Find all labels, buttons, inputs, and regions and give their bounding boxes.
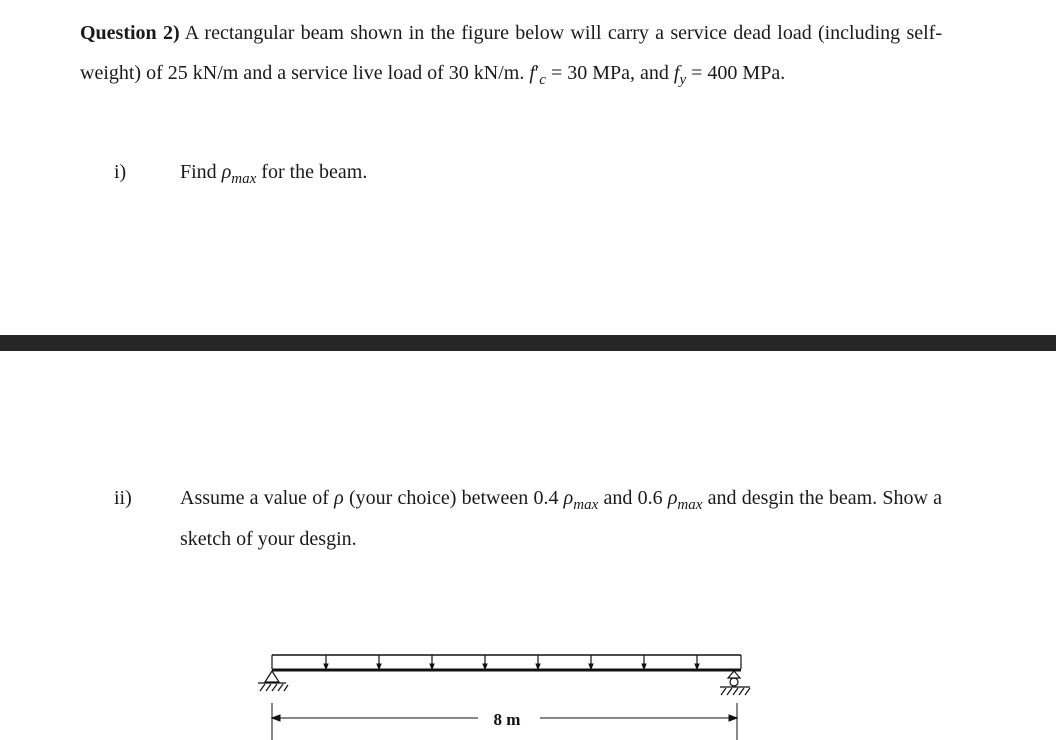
part-ii-number: ii) xyxy=(114,487,132,509)
part-ii-text4: and desgin the beam. Show a sketch of your desgin. xyxy=(180,487,943,550)
rho-symbol: ρ xyxy=(563,487,574,509)
load-arrow-head xyxy=(324,664,328,669)
load-arrow-head xyxy=(377,664,381,669)
part-ii-text3: and 0.6 xyxy=(603,487,663,509)
question-label: Question 2) xyxy=(80,22,180,44)
fc-subscript: c xyxy=(539,71,546,88)
load-arrow-head xyxy=(430,664,434,669)
dimension-arrow-left xyxy=(272,715,280,721)
pin-support xyxy=(258,671,288,691)
load-arrow-head xyxy=(483,664,487,669)
load-arrow-head xyxy=(589,664,593,669)
dimension-arrow-right xyxy=(729,715,737,721)
fy-subscript: y xyxy=(679,71,687,88)
part-i-before: Find xyxy=(180,161,217,183)
question-paragraph xyxy=(80,14,942,95)
load-arrow-head xyxy=(642,664,646,669)
part-ii-text xyxy=(180,479,942,559)
fc-symbol: f xyxy=(529,61,535,84)
question-intro: A rectangular beam shown in the figure below will carry a service dead load (including self-weight) of 25 kN/m and a service live load of 30 kN/m. xyxy=(80,22,942,84)
rho-max-subscript: max xyxy=(231,171,257,187)
roller-support xyxy=(720,671,750,695)
part-ii-text2: (your choice) between 0.4 xyxy=(349,487,559,509)
load-arrow-head xyxy=(536,664,540,669)
distributed-load xyxy=(272,655,741,669)
part-i-after: for the beam. xyxy=(261,161,368,183)
rho-max-subscript: max xyxy=(677,497,703,513)
part-ii-text1: Assume a value of xyxy=(180,487,329,509)
fc-prime: ′ xyxy=(534,61,540,84)
rho-symbol: ρ xyxy=(667,487,678,509)
fy-symbol: f xyxy=(673,61,680,84)
part-i-number: i) xyxy=(114,161,127,183)
part-i-text xyxy=(180,153,942,194)
page-divider-band xyxy=(0,335,1056,351)
fc-value: = 30 MPa, and xyxy=(550,61,669,84)
fy-equals: = xyxy=(691,61,703,84)
rho-max-subscript: max xyxy=(573,497,599,513)
beam-figure xyxy=(250,645,770,740)
rho-symbol: ρ xyxy=(334,487,344,509)
rho-symbol: ρ xyxy=(221,161,232,183)
span-length-label: 8 m xyxy=(493,710,521,729)
fy-value: 400 MPa. xyxy=(707,61,786,84)
load-arrow-head xyxy=(695,664,699,669)
